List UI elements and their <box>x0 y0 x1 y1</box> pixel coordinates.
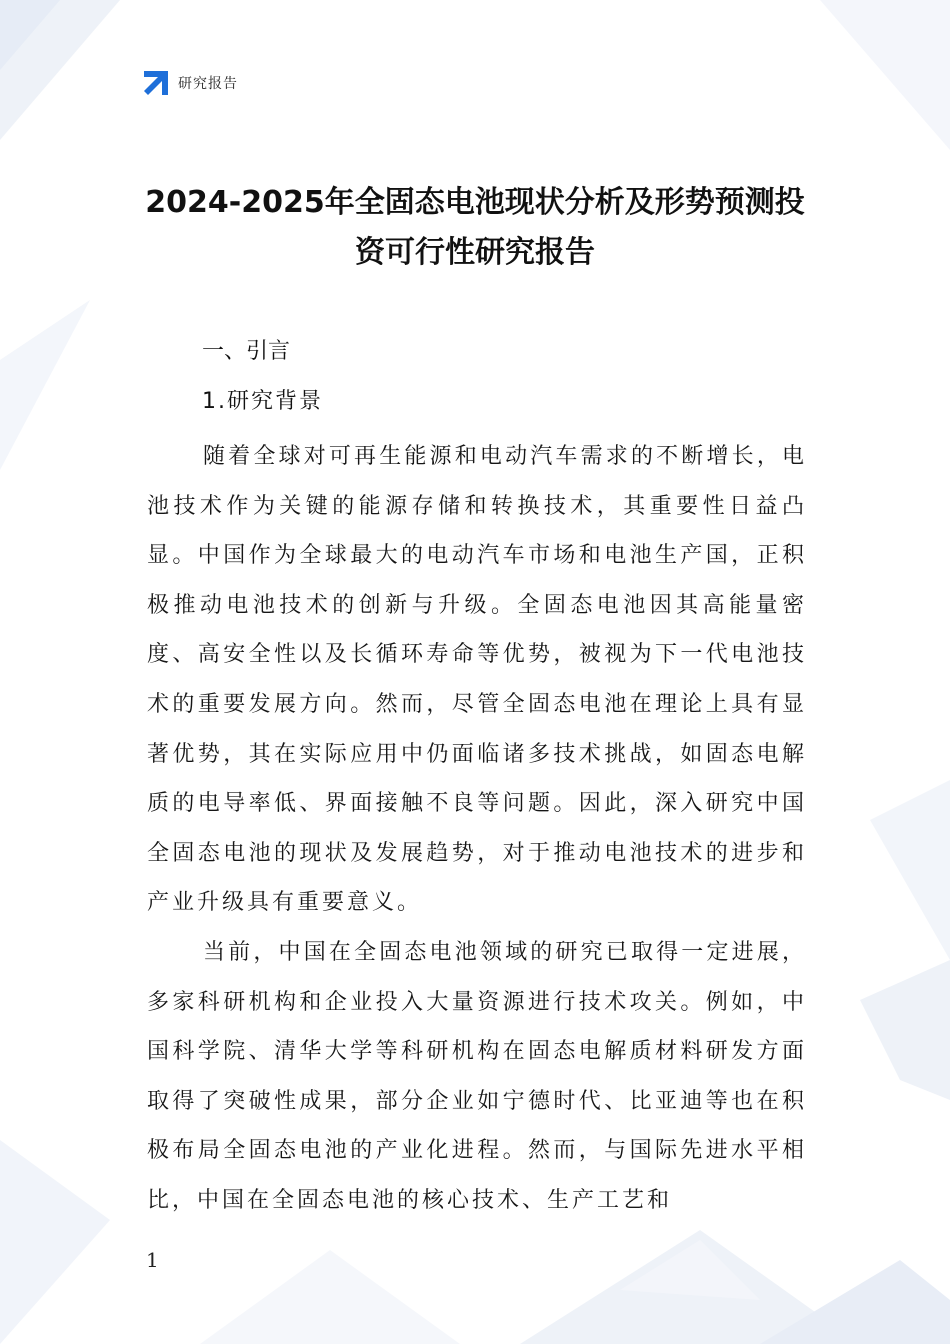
body-paragraph-2: 当前，中国在全固态电池领域的研究已取得一定进展，多家科研机构和企业投入大量资源进行技术攻关。例如，中国科学院、清华大学等科研机构在固态电解质材料研发方面取得了突破性成果，部分企业如宁德时代、比亚迪等也在积极布局全固态电池的产业化进程。然而，与国际先进水平相比，中国在全固态电池的核心技术、生产工艺和 <box>147 939 807 1213</box>
document-body <box>147 332 807 1226</box>
section-subheading: 1.研究背景 <box>202 389 323 414</box>
document-title <box>140 178 810 278</box>
arrow-logo-icon <box>142 69 170 97</box>
title-line-2: 资可行性研究报告 <box>355 235 595 270</box>
section-heading: 一、引言 <box>202 339 291 364</box>
report-header <box>142 68 238 98</box>
title-line-1: 2024-2025年全固态电池现状分析及形势预测投 <box>145 185 805 220</box>
body-paragraph-1: 随着全球对可再生能源和电动汽车需求的不断增长，电池技术作为关键的能源存储和转换技术，其重要性日益凸显。中国作为全球最大的电动汽车市场和电池生产国，正积极推动电池技术的创新与升级。全固态电池因其高能量密度、高安全性以及长循环寿命等优势，被视为下一代电池技术的重要发展方向。然而，尽管全固态电池在理论上具有显著优势，其在实际应用中仍面临诸多技术挑战，如固态电解质的电导率低、界面接触不良等问题。因此，深入研究中国全固态电池的现状及发展趋势，对于推动电池技术的进步和产业升级具有重要意义。 <box>147 444 807 916</box>
page-number: 1 <box>146 1248 159 1272</box>
header-label: 研究报告 <box>178 76 238 92</box>
